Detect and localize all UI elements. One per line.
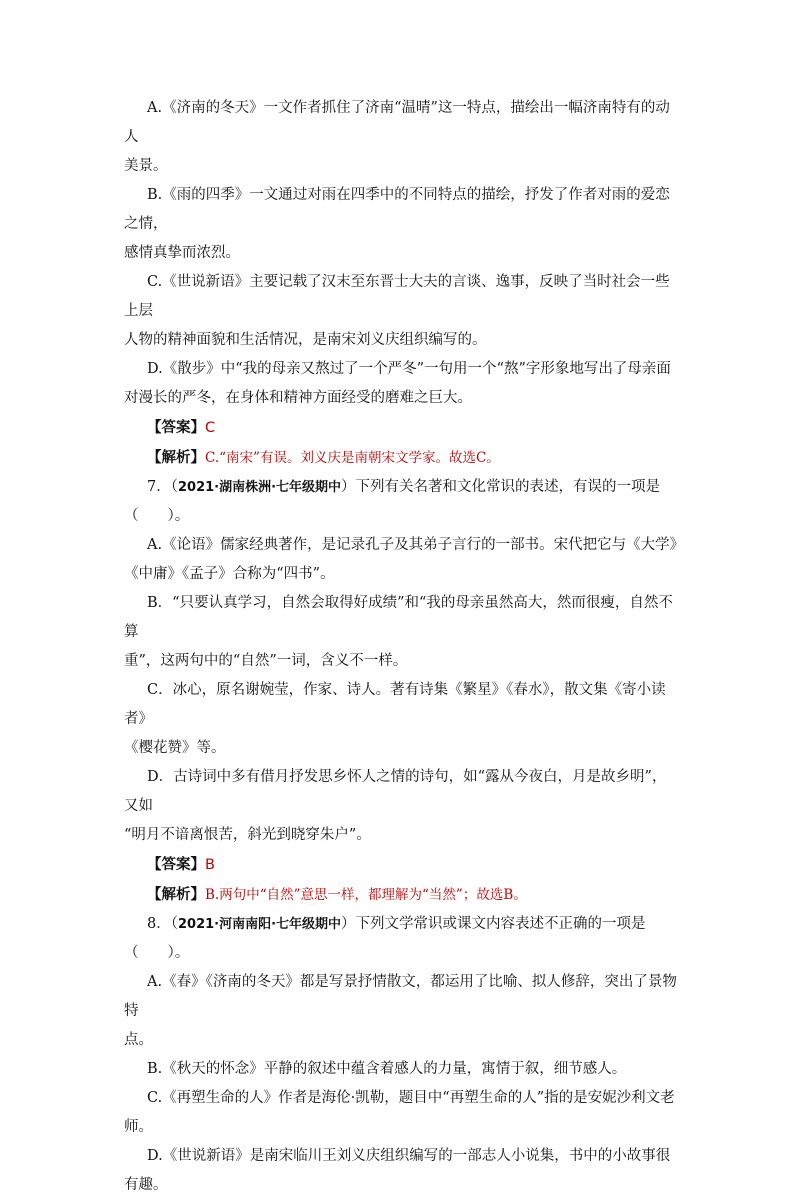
q6-option-d-cont: 对漫长的严冬，在身体和精神方面经受的磨难之巨大。: [124, 390, 472, 406]
explanation-value: C.“南宋”有误。刘义庆是南朝宋文学家。故选C。: [205, 450, 500, 466]
q7-option-a-cont: 《中庸》《孟子》合称为“四书”。: [124, 566, 335, 582]
q6-option-d: D.《散步》中“我的母亲又熬过了一个严冬”一句用一个“熬”字形象地写出了母亲面: [147, 361, 671, 377]
explanation-value: B.两句中“自然”意思一样，都理解为“当然”；故选B。: [205, 887, 527, 903]
q7-explanation: [124, 880, 677, 910]
q8-stem: 8．（2021·河南南阳·七年级期中）下列文学常识或课文内容表述不正确的一项是: [147, 916, 646, 932]
q8-option-a-cont: 点。: [124, 1032, 153, 1048]
q7-option-b: B．“只要认真学习，自然会取得好成绩”和“我的母亲虽然高大，然而很瘦，自然不算: [124, 595, 673, 640]
q6-explanation: [124, 443, 677, 473]
q8-option-d: D.《世说新语》是南宋临川王刘义庆组织编写的一部志人小说集，书中的小故事很有趣。: [124, 1148, 671, 1193]
q8-option-b: B.《秋天的怀念》平静的叙述中蕴含着感人的力量，寓情于叙，细节感人。: [147, 1061, 627, 1077]
q7-option-d-cont: “明月不谙离恨苦，斜光到晓穿朱户”。: [124, 827, 371, 843]
q7-stem: 7．（2021·湖南株洲·七年级期中）下列有关名著和文化常识的表述，有误的一项是: [147, 479, 661, 495]
q6-option-b: B.《雨的四季》一文通过对雨在四季中的不同特点的描绘，抒发了作者对雨的爱恋之情，: [124, 187, 670, 232]
q7-option-b-cont: 重”，这两句中的“自然”一词，含义不一样。: [124, 653, 408, 669]
q8-paren: （ ）。: [124, 945, 190, 961]
answer-label: 【答案】: [147, 856, 205, 873]
explanation-label: 【解析】: [147, 449, 205, 466]
q7-paren: （ ）。: [124, 508, 190, 524]
answer-value: C: [205, 420, 216, 436]
q8-source: 2021·河南南阳·七年级期中: [177, 917, 342, 932]
q8-option-c-cont: 师。: [124, 1119, 153, 1135]
q8-option-a: A.《春》《济南的冬天》都是写景抒情散文，都运用了比喻、拟人修辞，突出了景物特: [124, 974, 677, 1019]
q8-option-c: C.《再塑生命的人》作者是海伦·凯勒，题目中“再塑生命的人”指的是安妮沙利文老: [147, 1090, 675, 1106]
document-content: [124, 94, 685, 1200]
q7-source: 2021·湖南株洲·七年级期中: [177, 480, 342, 495]
q7-option-c-cont: 《樱花赞》等。: [124, 740, 226, 756]
q6-option-a: A.《济南的冬天》一文作者抓住了济南“温晴”这一特点，描绘出一幅济南特有的动人: [124, 100, 670, 145]
q6-option-c-cont: 人物的精神面貌和生活情况，是南宋刘义庆组织编写的。: [124, 332, 487, 348]
answer-label: 【答案】: [147, 419, 205, 436]
q6-answer: [124, 413, 677, 443]
q7-option-c: C．冰心，原名谢婉莹，作家、诗人。著有诗集《繁星》《春水》，散文集《寄小读者》: [124, 682, 666, 727]
answer-value: B: [205, 857, 215, 873]
explanation-label: 【解析】: [147, 886, 205, 903]
q6-option-b-cont: 感情真挚而浓烈。: [124, 245, 240, 261]
q6-option-c: C.《世说新语》主要记载了汉末至东晋士大夫的言谈、逸事，反映了当时社会一些上层: [124, 274, 670, 319]
q7-option-d: D．古诗词中多有借月抒发思乡怀人之情的诗句，如“露从今夜白，月是故乡明”，又如: [124, 769, 667, 814]
q6-option-a-cont: 美景。: [124, 158, 168, 174]
q7-answer: [124, 850, 677, 880]
q7-option-a: A.《论语》儒家经典著作，是记录孔子及其弟子言行的一部书。宋代把它与《大学》: [147, 537, 685, 553]
